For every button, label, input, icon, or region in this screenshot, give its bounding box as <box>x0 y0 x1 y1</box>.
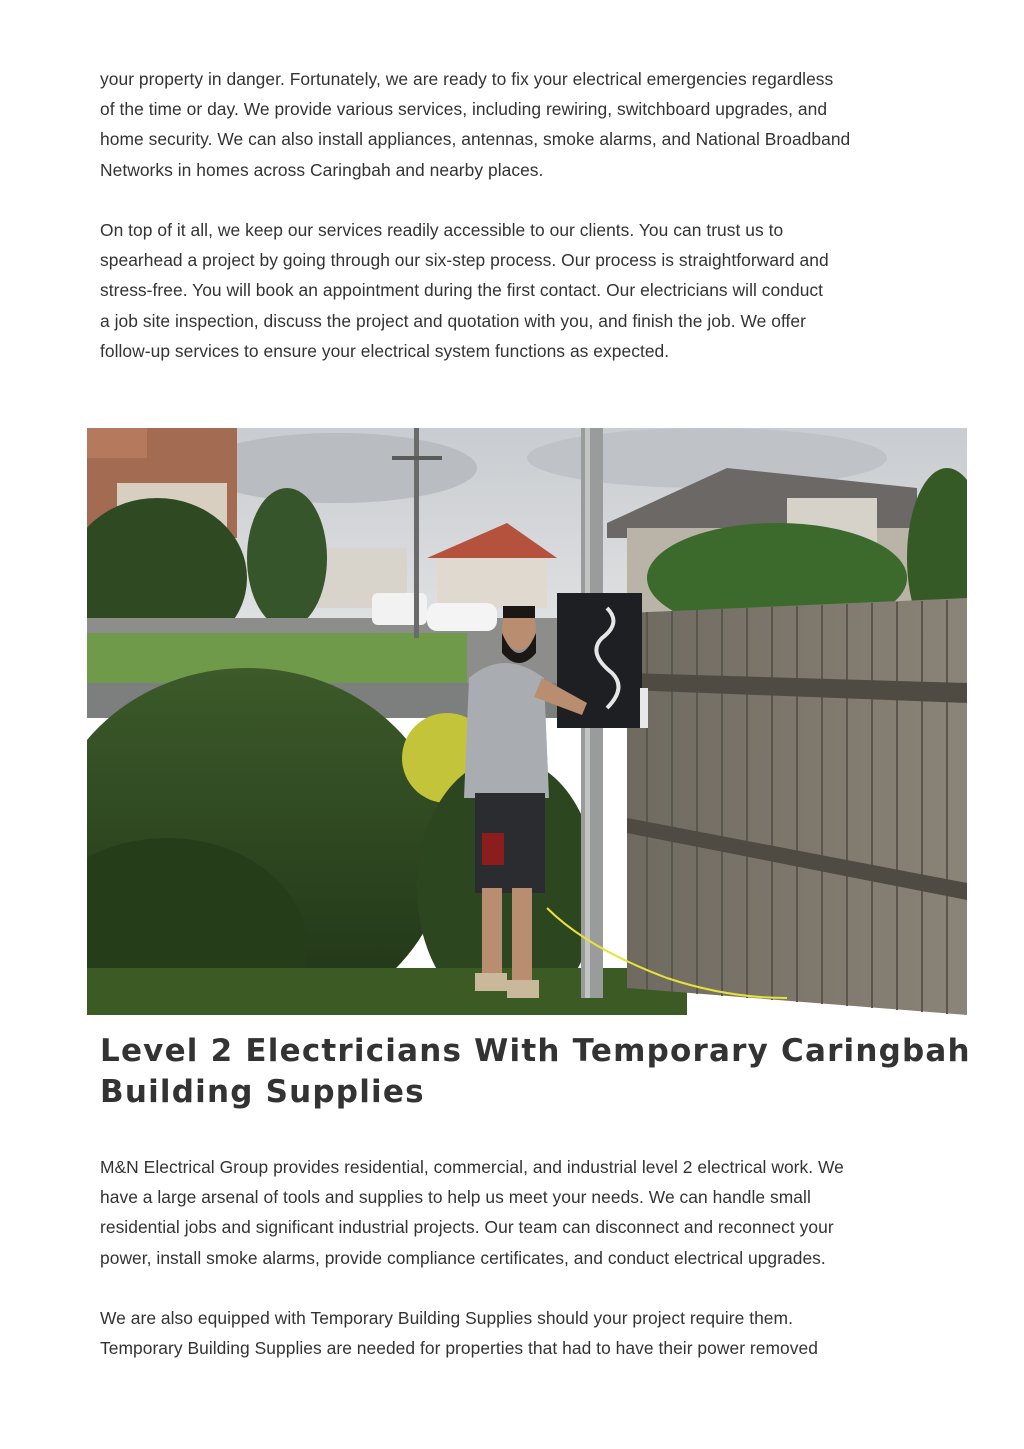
text-line: spearhead a project by going through our six-step process. Our process is straightforward and <box>100 250 829 271</box>
text-line: stress-free. You will book an appointment during the first contact. Our electricians will conduct <box>100 280 824 301</box>
text-line: have a large arsenal of tools and supplies to help us meet your needs. We can handle small <box>100 1187 811 1208</box>
text-line: residential jobs and significant industrial projects. Our team can disconnect and reconnect your <box>100 1217 834 1238</box>
intro-paragraph-2 <box>100 215 960 366</box>
text-line: follow-up services to ensure your electrical system functions as expected. <box>100 340 670 361</box>
text-line: power, install smoke alarms, provide compliance certificates, and conduct electrical upgrades. <box>100 1247 826 1268</box>
heading-line: Building Supplies <box>100 1074 425 1110</box>
text-line: home security. We can also install appliances, antennas, smoke alarms, and National Broadband <box>100 129 851 150</box>
text-line: Networks in homes across Caringbah and nearby places. <box>100 159 544 180</box>
electrician-photo <box>87 428 967 1015</box>
section-paragraph-2 <box>100 1303 960 1363</box>
section-heading <box>100 1031 980 1113</box>
section-paragraph-1 <box>100 1152 960 1273</box>
text-line: Temporary Building Supplies are needed for properties that had to have their power removed <box>100 1338 818 1359</box>
text-line: a job site inspection, discuss the project and quotation with you, and finish the job. We offer <box>100 310 806 331</box>
text-line: your property in danger. Fortunately, we are ready to fix your electrical emergencies regardless <box>100 69 834 89</box>
text-line: On top of it all, we keep our services readily accessible to our clients. You can trust us to <box>100 220 784 240</box>
intro-paragraph-1 <box>100 64 960 185</box>
text-line: We are also equipped with Temporary Building Supplies should your project require them. <box>100 1308 793 1328</box>
heading-line: Level 2 Electricians With Temporary Caringbah <box>100 1033 971 1069</box>
text-line: M&N Electrical Group provides residential, commercial, and industrial level 2 electrical work. We <box>100 1157 844 1177</box>
text-line: of the time or day. We provide various services, including rewiring, switchboard upgrades, and <box>100 99 828 120</box>
photo-electrician-at-meter-box-icon <box>87 428 967 1015</box>
